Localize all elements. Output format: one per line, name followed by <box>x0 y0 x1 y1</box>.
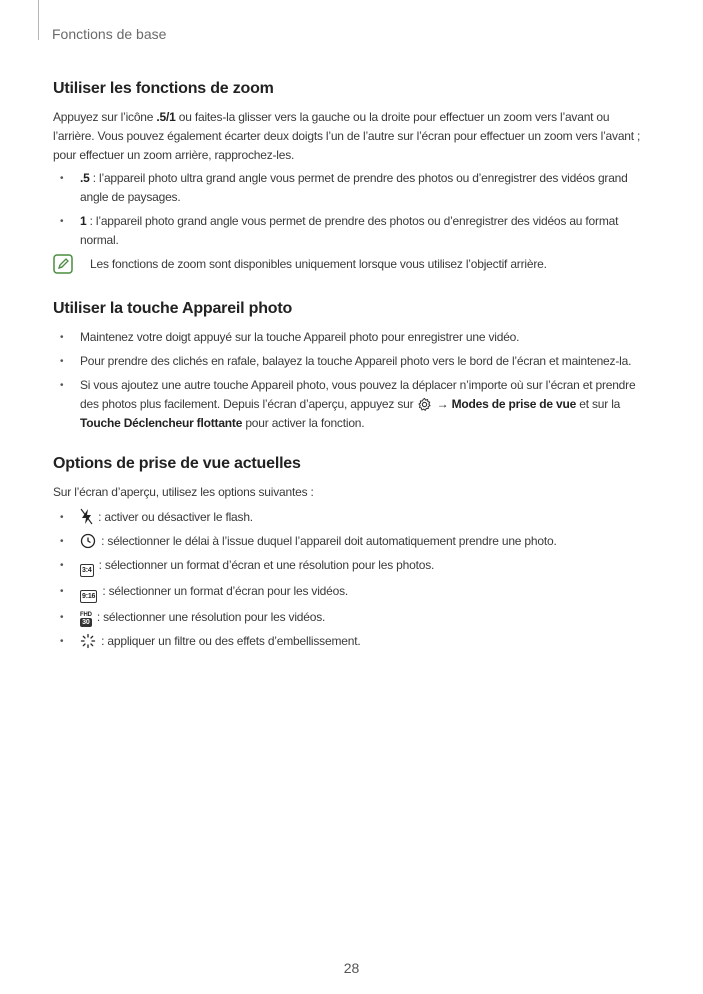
bullet: • <box>60 586 64 597</box>
note-text: Les fonctions de zoom sont disponibles uniquement lorsque vous utilisez l’objectif arrière. <box>90 257 547 271</box>
bullet: • <box>60 216 64 227</box>
bullet: • <box>60 173 64 184</box>
list-item: • : appliquer un filtre ou des effets d’embellissement. <box>53 632 653 651</box>
options-list <box>53 508 653 651</box>
bullet: • <box>60 512 64 523</box>
list-item: • Si vous ajoutez une autre touche Appareil photo, vous pouvez la déplacer n’importe où sur l’écran et prendre des photos plus facilement. Depuis l’écran d’aperçu, appuyez sur → Modes de prise de vue et sur la Touche Déclencheur flottante pour activer la fonction. <box>60 378 636 430</box>
list-item: • 1 : l’appareil photo grand angle vous permet de prendre des photos ou d’enregistrer des vidéos au format normal. <box>60 214 619 247</box>
zoom-intro: Appuyez sur l’icône .5/1 ou faites-la glisser vers la gauche ou la droite pour effectuer un zoom vers l’avant ou l’arrière. Vous pouvez également écarter deux doigts l’un de l’autre sur l’écran pour effectuer un zoom vers l’avant ; pour effectuer un zoom arrière, rapprochez-les. <box>53 110 641 162</box>
list-item: • 9:16 : sélectionner un format d’écran pour les vidéos. <box>53 582 653 603</box>
settings-gear-icon <box>417 397 432 412</box>
timer-icon <box>80 533 96 549</box>
bullet: • <box>60 332 64 343</box>
shutter-section-title: Utiliser la touche Appareil photo <box>53 300 293 317</box>
filter-effects-icon <box>80 633 96 649</box>
list-item: • : activer ou désactiver le flash. <box>53 508 653 527</box>
bullet: • <box>60 380 64 391</box>
list-item: • .5 : l’appareil photo ultra grand angle vous permet de prendre des photos ou d’enregistrer des vidéos grand angle de paysages. <box>60 171 628 204</box>
page-header: Fonctions de base <box>52 26 167 42</box>
bullet: • <box>60 560 64 571</box>
zoom-note <box>53 255 653 274</box>
list-item: • Maintenez votre doigt appuyé sur la touche Appareil photo pour enregistrer une vidéo. <box>53 328 653 347</box>
list-item: • Pour prendre des clichés en rafale, balayez la touche Appareil photo vers le bord de l’écran et maintenez-la. <box>53 352 653 371</box>
bullet: • <box>60 536 64 547</box>
bullet: • <box>60 636 64 647</box>
page-content <box>53 80 653 656</box>
zoom-list <box>53 169 653 250</box>
zoom-section-title: Utiliser les fonctions de zoom <box>53 80 274 97</box>
list-item: • FHD 30 : sélectionner une résolution pour les vidéos. <box>60 610 326 626</box>
header-rule <box>38 0 39 40</box>
bullet: • <box>60 612 64 623</box>
list-item: • : sélectionner le délai à l’issue duquel l’appareil doit automatiquement prendre une photo. <box>53 532 653 551</box>
options-intro: Sur l’écran d’aperçu, utilisez les options suivantes : <box>53 485 314 499</box>
bullet: • <box>60 356 64 367</box>
options-section-title: Options de prise de vue actuelles <box>53 455 301 472</box>
note-icon <box>53 254 73 274</box>
video-resolution-icon: FHD 30 <box>80 612 92 626</box>
photo-ratio-icon: 3:4 <box>80 564 94 577</box>
video-ratio-icon: 9:16 <box>80 590 97 603</box>
flash-icon <box>80 508 93 525</box>
page-number: 28 <box>343 960 360 976</box>
shutter-list <box>53 328 653 433</box>
list-item: • 3:4 : sélectionner un format d’écran et une résolution pour les photos. <box>53 556 653 577</box>
